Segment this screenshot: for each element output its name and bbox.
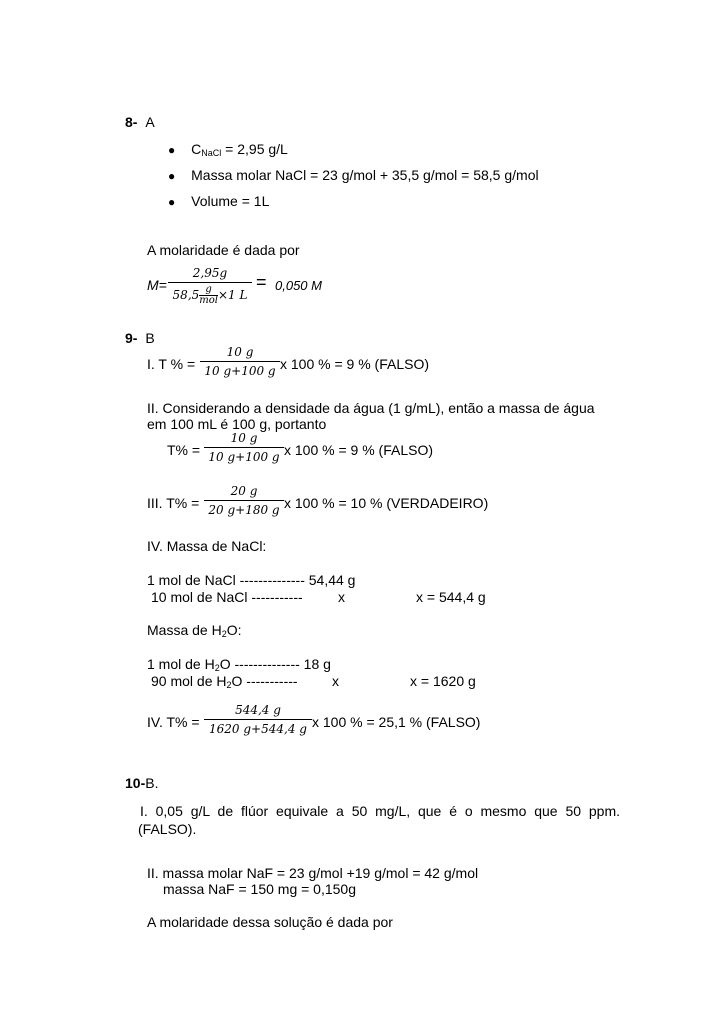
paragraph: II. massa molar NaF = 23 g/mol +19 g/mol = 42 g/mol [147, 865, 479, 881]
question-answer: A [145, 114, 155, 130]
proportion-result: x = 544,4 g [416, 589, 486, 605]
bullet-icon: ● [168, 143, 176, 157]
question-answer: B [145, 330, 155, 346]
paragraph: I. 0,05 g/L de flúor equivale a 50 mg/L, que é o mesmo que 50 ppm. [140, 803, 620, 819]
paragraph: A molaridade é dada por [147, 242, 300, 258]
question-number: 8- [125, 114, 138, 130]
list-item: ● Volume = 1L [168, 193, 270, 209]
list-item: ● $C_{NaCl} = 2,95$ g/L [168, 141, 288, 158]
question-answer: B. [145, 775, 159, 791]
statement-lhs: III. T% = [147, 495, 200, 511]
statement-lhs: I. T % = [147, 356, 196, 372]
paragraph: (FALSO). [138, 821, 197, 837]
equation-result: 0,050 M [275, 278, 322, 293]
proportion-row: 10 mol de NaCl ----------- [151, 589, 303, 605]
proportion-x: x [332, 673, 339, 689]
question-number: 10- [125, 775, 146, 791]
statement-rhs: x 100 % = 9 % (FALSO) [280, 356, 430, 372]
paragraph: em 100 mL é 100 g, portanto [147, 416, 327, 432]
question-8 [125, 114, 155, 130]
bullet-icon: ● [168, 169, 176, 183]
proportion-row: 90 mol de $H_2O$ ----------- [151, 673, 298, 690]
equation-fraction: 544,4 g 1620 g+544,4 g [204, 703, 312, 736]
proportion-x: x [338, 589, 345, 605]
statement-rhs: x 100 % = 10 % (VERDADEIRO) [284, 495, 489, 511]
proportion-result: x = 1620 g [410, 673, 476, 689]
bullet-icon: ● [168, 195, 176, 209]
paragraph: IV. Massa de NaCl: [147, 538, 267, 554]
proportion-row: 1 mol de NaCl -------------- 54,44 g [147, 572, 356, 588]
paragraph: Massa de $H_2O$: [147, 622, 242, 639]
equation-fraction: 10 g 10 g+100 g [200, 345, 280, 378]
statement-rhs: x 100 % = 25,1 % (FALSO) [312, 714, 481, 730]
paragraph: A molaridade dessa solução é dada por [147, 914, 393, 930]
question-10 [125, 775, 158, 791]
list-item: ● Massa molar NaCl = 23 g/mol + 35,5 g/mol = 58,5 g/mol [168, 167, 539, 183]
question-number: 9- [125, 330, 138, 346]
proportion-row: 1 mol de $H_2O$ -------------- 18 g [147, 656, 331, 673]
equation-fraction: 2,95g 58,5 g mol ×1 L [168, 266, 252, 306]
statement-lhs: T% = [167, 442, 201, 458]
equation-fraction: 20 g 20 g+180 g [204, 484, 284, 517]
equation-lhs: M= [147, 277, 167, 293]
question-9 [125, 330, 155, 346]
equation-fraction: 10 g 10 g+100 g [204, 431, 284, 464]
paragraph: massa NaF = 150 mg = 0,150g [163, 881, 356, 897]
statement-lhs: IV. T% = [147, 714, 200, 730]
statement-rhs: x 100 % = 9 % (FALSO) [284, 442, 434, 458]
paragraph: II. Considerando a densidade da água (1 g/mL), então a massa de água [147, 400, 595, 416]
equals-sign: = [256, 272, 267, 292]
